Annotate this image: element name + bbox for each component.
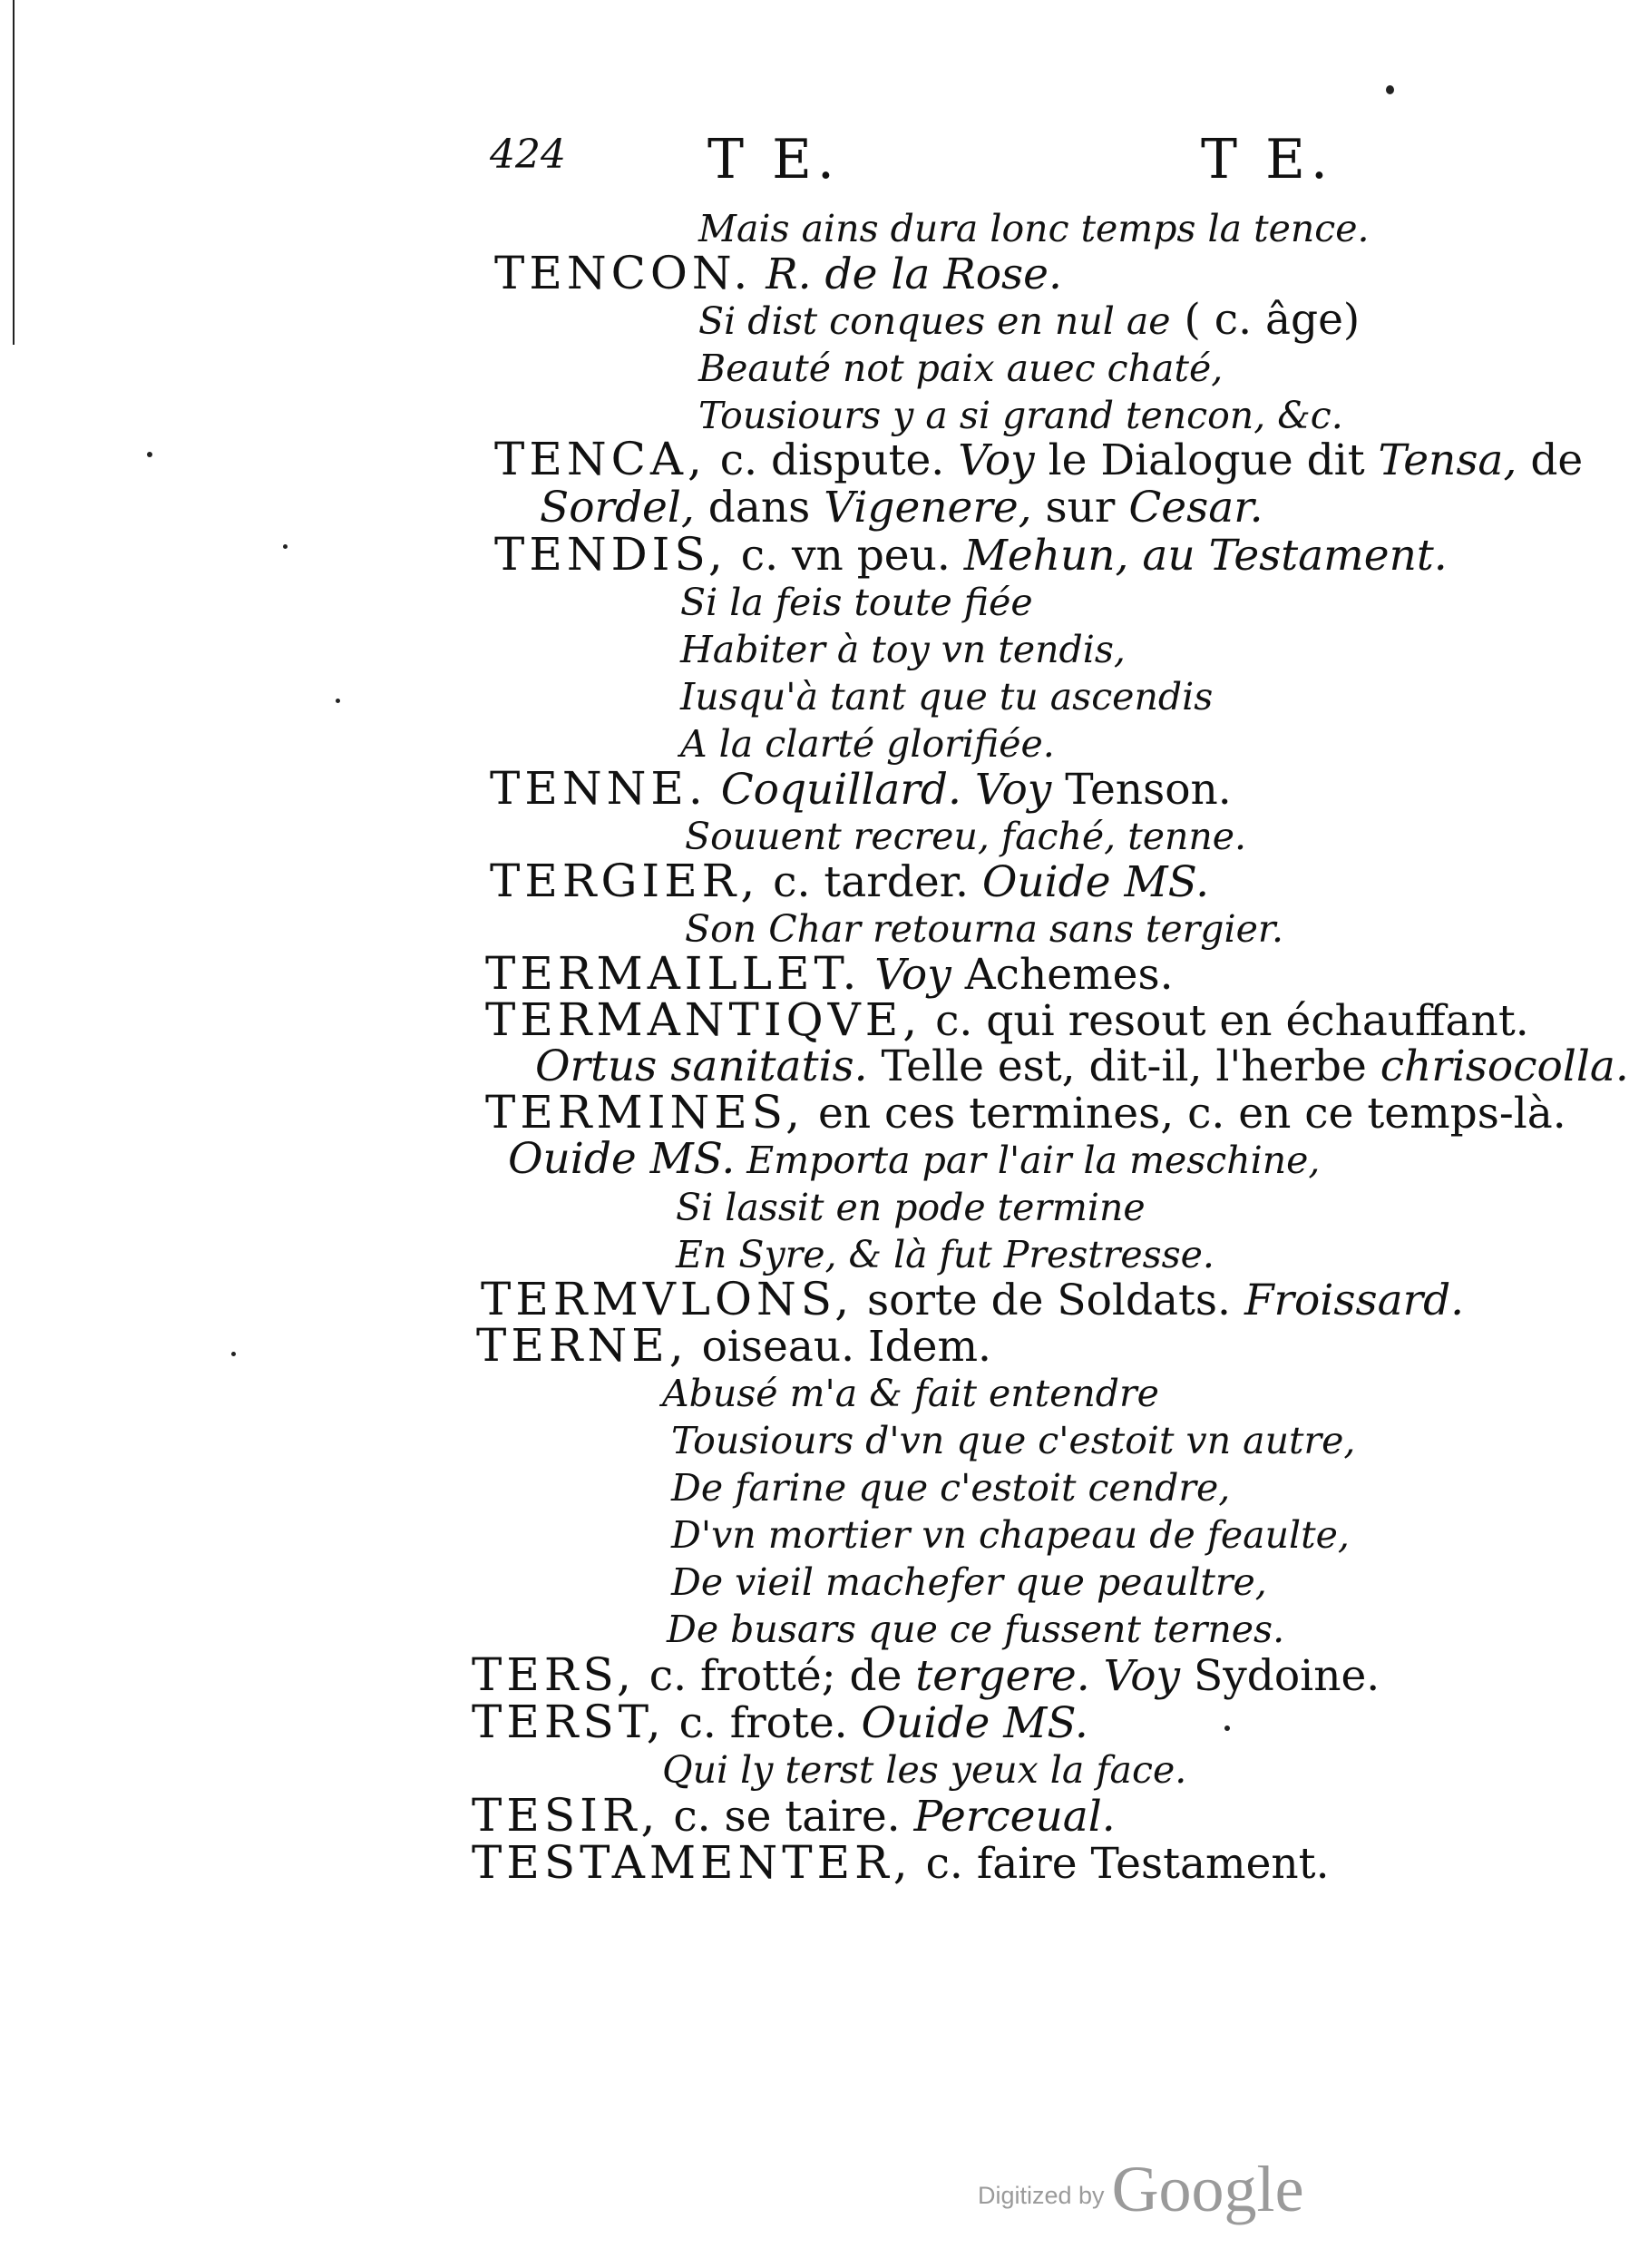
text-line <box>662 1369 1159 1417</box>
verse-text: Tousiours d'vn que c'estoit vn autre, <box>671 1419 1356 1462</box>
text-line <box>485 1086 1566 1139</box>
gloss-text: Sydoine. <box>1180 1651 1380 1701</box>
digitized-watermark <box>978 2152 1304 2227</box>
text-line <box>490 857 1209 906</box>
headword: TERMANTIQVE, <box>485 993 922 1046</box>
headword: TERMVLONS, <box>481 1273 854 1325</box>
gloss-text: Tensa, <box>1378 435 1517 485</box>
text-line <box>667 1605 1284 1653</box>
text-line <box>494 528 1448 581</box>
text-line <box>698 391 1343 439</box>
text-line <box>698 297 1360 345</box>
text-line <box>472 1789 1116 1842</box>
gloss-text: Ouide MS. <box>981 857 1210 907</box>
headword: TESTAMENTER, <box>472 1836 912 1889</box>
gloss-text: sorte de Soldats. <box>854 1276 1244 1325</box>
speck <box>336 699 340 703</box>
gloss-text: Mehun, au Testament. <box>963 531 1448 581</box>
text-line <box>676 1230 1214 1278</box>
google-logo: Google <box>1111 2153 1304 2225</box>
text-line <box>476 1319 991 1372</box>
text-line <box>680 625 1126 673</box>
verse-text: Si la feis toute fiée <box>680 581 1033 624</box>
verse-text: Souuent recreu, faché, tenne. <box>685 815 1247 858</box>
watermark-prefix: Digitized by <box>978 2182 1105 2209</box>
text-line <box>680 578 1033 626</box>
text-line <box>662 1745 1186 1794</box>
headword: TERGIER, <box>490 855 760 907</box>
gloss-text: c. frotté; de <box>635 1651 916 1701</box>
text-line <box>671 1510 1350 1559</box>
verse-text: De farine que c'estoit cendre, <box>671 1466 1231 1510</box>
headword: TERNE, <box>476 1319 688 1372</box>
text-line <box>472 1836 1330 1889</box>
gloss-text: c. qui resout en échauffant. <box>922 996 1529 1046</box>
speck <box>1224 1725 1230 1731</box>
verse-text: Tousiours y a si grand tencon, &c. <box>698 394 1343 437</box>
text-line <box>671 1558 1267 1606</box>
gloss-text: Vigenere, <box>824 483 1032 533</box>
verse-text: Abusé m'a & fait entendre <box>662 1372 1159 1415</box>
text-line <box>535 1043 1629 1090</box>
headword: TERMAILLET. <box>485 947 862 1000</box>
gloss-text: Tenson. <box>1051 765 1232 815</box>
headword: TERST, <box>472 1696 666 1748</box>
gloss-text: Voy <box>861 950 951 1000</box>
text-line <box>494 249 1062 298</box>
text-line <box>472 1648 1380 1701</box>
running-header <box>490 128 1333 191</box>
verse-text: Beauté not paix auec chaté, <box>698 347 1224 390</box>
verse-text: Si lassit en pode termine <box>676 1186 1146 1229</box>
gloss-text: Sordel, <box>540 483 695 533</box>
text-line <box>680 719 1055 767</box>
verse-text: A la clarté glorifiée. <box>680 722 1055 766</box>
verse-text: De vieil machefer que peaultre, <box>671 1560 1267 1604</box>
page-edge <box>13 0 15 345</box>
text-line <box>698 204 1370 252</box>
text-line <box>671 1416 1355 1464</box>
gloss-text: Perceual. <box>913 1792 1116 1842</box>
gloss-text: dans <box>694 483 824 533</box>
verse-text: En Syre, & là fut Prestresse. <box>676 1233 1214 1276</box>
text-line <box>685 904 1283 953</box>
verse-text: Mais ains dura lonc temps la tence. <box>698 207 1370 250</box>
verse-text: Si dist conques en nul ae <box>698 299 1171 343</box>
verse-text: De busars que ce fussent ternes. <box>667 1608 1285 1651</box>
verse-text: Habiter à toy vn tendis, <box>680 628 1126 671</box>
text-line <box>685 812 1246 860</box>
gloss-text: oiseau. Idem. <box>688 1322 991 1372</box>
gloss-text: R. de la Rose. <box>752 249 1062 299</box>
verse-text: Iusqu'à tant que tu ascendis <box>680 675 1214 719</box>
verse-text: Emporta par l'air la meschine, <box>735 1139 1321 1182</box>
headword: TENDIS, <box>494 528 727 581</box>
gloss-text: c. tarder. <box>759 857 982 907</box>
speck <box>1386 85 1394 94</box>
text-line <box>680 672 1213 720</box>
running-head-left: T E. <box>707 128 840 191</box>
text-line <box>481 1273 1465 1325</box>
headword: TENNE. <box>490 762 707 815</box>
headword: TENCA, <box>494 433 707 485</box>
verse-text: D'vn mortier vn chapeau de feaulte, <box>671 1513 1350 1557</box>
speck <box>283 544 288 549</box>
gloss-text: le Dialogue dit <box>1034 435 1379 485</box>
text-line <box>485 993 1529 1046</box>
gloss-text: Telle est, dit-il, l'herbe <box>867 1041 1380 1091</box>
speck <box>147 452 152 457</box>
headword: TESIR, <box>472 1789 660 1842</box>
gloss-text: de <box>1517 435 1584 485</box>
gloss-text: Coquillard. Voy <box>707 765 1052 815</box>
text-line <box>508 1136 1320 1184</box>
gloss-text: en ces termines, c. en ce temps-là. <box>805 1089 1566 1139</box>
text-line <box>676 1183 1146 1231</box>
gloss-text: Ouide MS. <box>861 1698 1088 1748</box>
gloss-text: Cesar. <box>1128 483 1263 533</box>
gloss-text: chrisocolla. <box>1380 1041 1629 1091</box>
text-line <box>671 1463 1230 1511</box>
running-head-right: T E. <box>1201 128 1333 191</box>
gloss-text: c. dispute. <box>706 435 959 485</box>
gloss-text: Froissard. <box>1244 1276 1465 1325</box>
gloss-text: c. frote. <box>665 1698 862 1748</box>
headword: TENCON. <box>494 247 753 299</box>
headword: TERS, <box>472 1648 636 1701</box>
speck <box>231 1352 236 1356</box>
verse-text: Son Char retourna sans tergier. <box>685 907 1284 951</box>
gloss-text: Voy <box>958 435 1035 485</box>
text-line <box>698 344 1223 392</box>
gloss-text: sur <box>1031 483 1129 533</box>
gloss-text: c. se taire. <box>659 1792 914 1842</box>
gloss-text: tergere. Voy <box>915 1651 1181 1701</box>
gloss-text: c. vn peu. <box>727 531 964 581</box>
verse-text: Qui ly terst les yeux la face. <box>662 1748 1187 1792</box>
gloss-text: Achemes. <box>951 950 1174 1000</box>
gloss-text: Ortus sanitatis. <box>535 1041 868 1091</box>
text-line <box>494 435 1583 484</box>
headword: TERMINES, <box>485 1086 805 1139</box>
gloss-text: ( c. âge) <box>1170 295 1361 345</box>
text-line <box>485 947 1174 1000</box>
gloss-text: c. faire Testament. <box>912 1839 1330 1889</box>
text-line <box>540 484 1263 532</box>
page-number: 424 <box>490 132 566 178</box>
text-line <box>490 762 1232 815</box>
text-line <box>472 1698 1088 1747</box>
gloss-text: Ouide MS. <box>508 1134 736 1184</box>
